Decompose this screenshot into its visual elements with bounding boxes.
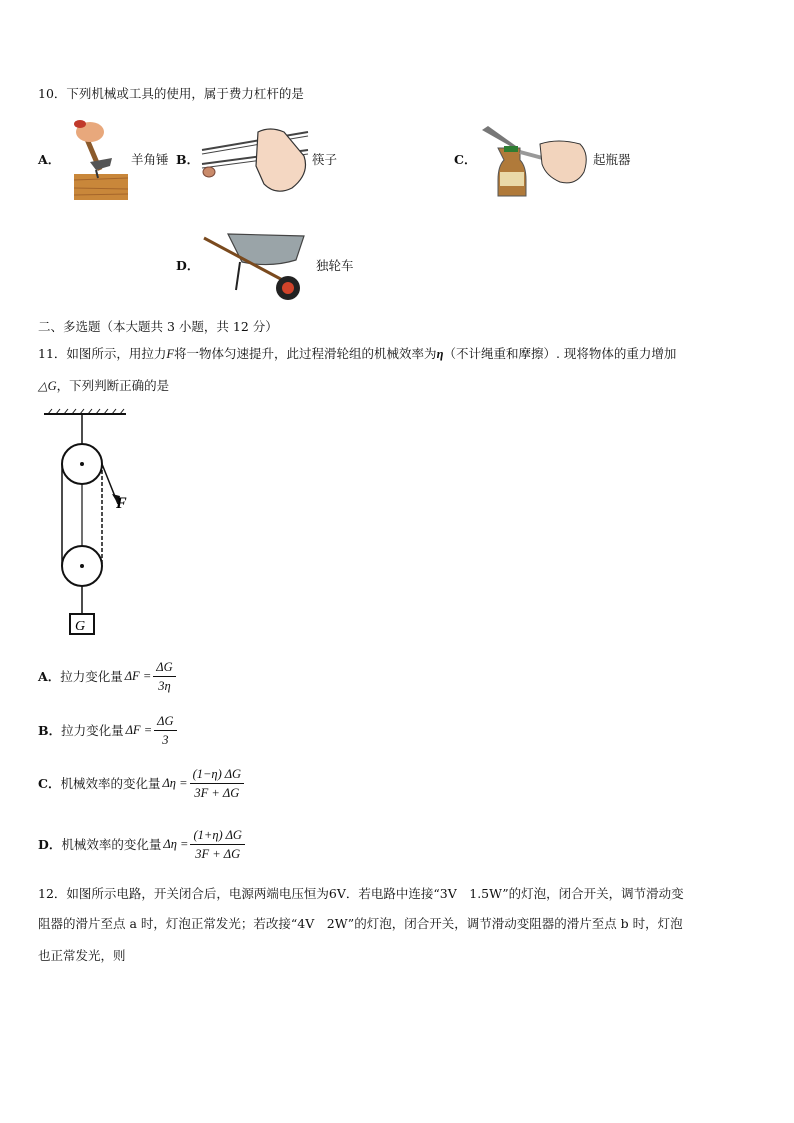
q10-option-a-letter: A． <box>38 152 61 167</box>
q11-option-a-fraction <box>153 659 175 694</box>
q11-option-c-denominator: 3F + ΔG <box>194 785 240 800</box>
q11-option-a-text: 拉力变化量 <box>60 669 123 684</box>
q10-option-d-letter: D． <box>176 258 200 273</box>
q10-option-c-label: 起瓶器 <box>593 152 631 167</box>
q11-option-b-numerator: ΔG <box>154 713 176 731</box>
q11-option-a <box>38 656 176 696</box>
q12-line2: 阻器的滑片至点 a 时，灯泡正常发光；若改接“4V 2W”的灯泡，闭合开关，调节滑动变阻器的滑片至点 b 时，灯泡 <box>38 916 683 931</box>
q11-stem-eta: η <box>436 347 444 361</box>
q11-option-b <box>38 710 177 750</box>
q12-line3: 也正常发光，则 <box>38 948 126 963</box>
q11-option-a-lhs: ΔF = <box>124 668 152 683</box>
q11-option-d-letter: D． <box>38 837 62 852</box>
q11-stem-line2 <box>38 376 169 394</box>
q11-option-b-lhs: ΔF = <box>125 722 153 737</box>
q11-stem-part-b: 将一物体匀速提升，此过程滑轮组的机械效率为 <box>174 346 437 361</box>
bottle-opener-image <box>480 124 592 198</box>
q11-option-c <box>38 762 244 804</box>
q11-option-c-numerator: (1−η) ΔG <box>190 766 244 784</box>
q10-option-d-label: 独轮车 <box>316 258 354 273</box>
pulley-diagram <box>40 408 140 640</box>
q11-option-d-lhs: Δη = <box>163 836 189 851</box>
q11-stem-part-c: （不计绳重和摩擦）. 现将物体的重力增加 <box>443 346 677 361</box>
q11-stem-delta-g: △G <box>38 379 57 393</box>
q12-line1: 12．如图所示电路，开关闭合后，电源两端电压恒为6V．若电路中连接“3V 1.5W”的灯泡，闭合开关，调节滑动变 <box>38 886 684 901</box>
q11-option-d <box>38 823 245 865</box>
q10-option-c-letter: C． <box>454 152 477 167</box>
q11-option-d-text: 机械效率的变化量 <box>61 837 162 852</box>
wheelbarrow-image <box>200 226 312 306</box>
q11-stem-part-d: ，下列判断正确的是 <box>56 378 170 393</box>
q11-option-b-fraction <box>154 713 176 748</box>
q11-option-c-lhs: Δη = <box>162 775 188 790</box>
q11-option-d-fraction <box>190 827 244 862</box>
q11-option-b-letter: B． <box>38 723 62 738</box>
q11-stem-f: F <box>166 347 175 361</box>
pulley-weight-label: G <box>75 619 86 634</box>
q11-option-c-text: 机械效率的变化量 <box>60 776 161 791</box>
q11-option-b-denominator: 3 <box>162 732 169 747</box>
q11-option-d-denominator: 3F + ΔG <box>195 846 241 861</box>
section-heading: 二、多选题（本大题共 3 小题，共 12 分） <box>38 319 278 334</box>
q11-option-a-letter: A． <box>38 669 61 684</box>
q11-option-c-fraction <box>190 766 244 801</box>
q10-option-b-letter: B． <box>176 152 200 167</box>
q10-option-b-label: 筷子 <box>312 152 338 167</box>
q11-stem-part-a: 11．如图所示，用拉力 <box>38 346 167 361</box>
chopsticks-image <box>200 126 310 198</box>
pulley-force-label: F <box>116 495 127 512</box>
q11-option-a-denominator: 3η <box>158 678 171 693</box>
q11-stem-line1 <box>38 344 676 362</box>
q11-option-c-letter: C． <box>38 776 61 791</box>
q10-option-a-label: 羊角锤 <box>131 152 169 167</box>
q11-option-a-numerator: ΔG <box>153 659 175 677</box>
claw-hammer-image <box>72 118 130 202</box>
q11-option-b-text: 拉力变化量 <box>61 723 124 738</box>
q10-stem: 10．下列机械或工具的使用，属于费力杠杆的是 <box>38 86 304 101</box>
q11-option-d-numerator: (1+η) ΔG <box>190 827 244 845</box>
